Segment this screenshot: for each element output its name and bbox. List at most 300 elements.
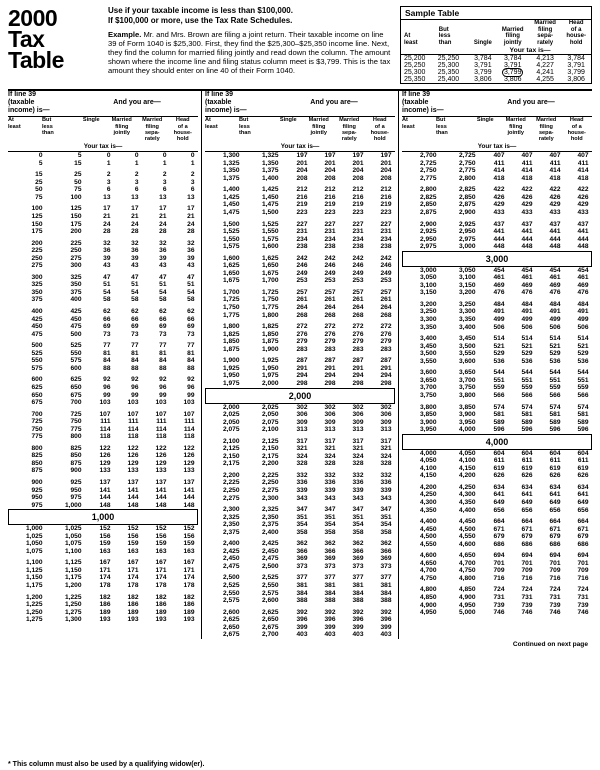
cell-at-least: 4,550 (419, 540, 437, 548)
table-row (403, 499, 592, 507)
column-subheader (205, 117, 395, 142)
cell-at-least: 2,200 (222, 471, 240, 479)
cell-single: 381 (296, 581, 308, 589)
table-row (403, 201, 592, 209)
cell-mfj: 551 (521, 376, 533, 384)
cell-mfs: 216 (352, 193, 364, 201)
cell-at-least: 4,950 (419, 609, 437, 617)
cell-mfj: 58 (131, 296, 139, 304)
cell-single: 107 (99, 410, 111, 418)
cell-but-less-than: 4,400 (458, 506, 476, 514)
table-row (403, 449, 592, 457)
cell-mfj: 122 (127, 444, 139, 452)
cell-mfs: 1 (162, 159, 167, 167)
sample-cell-single: 3,806 (474, 76, 492, 84)
cell-single: 287 (296, 357, 308, 365)
subheader-single: Single (82, 117, 100, 124)
cell-single: 396 (296, 616, 308, 624)
cell-but-less-than: 1,575 (261, 235, 279, 243)
cell-hoh: 634 (577, 483, 589, 491)
cell-single: 36 (103, 247, 111, 255)
cell-mfj: 716 (521, 574, 533, 582)
cell-mfj: 701 (521, 559, 533, 567)
cell-mfs: 414 (549, 167, 561, 175)
cell-mfs: 156 (155, 532, 167, 540)
cell-single: 529 (493, 350, 505, 358)
cell-mfs: 21 (159, 213, 167, 221)
cell-at-least: 1,725 (222, 296, 240, 304)
cell-mfj: 724 (521, 586, 533, 594)
cell-mfj: 219 (324, 201, 336, 209)
cell-hoh: 261 (380, 296, 392, 304)
cell-single: 43 (103, 262, 111, 270)
cell-but-less-than: 3,800 (458, 391, 476, 399)
cell-mfj: 589 (521, 418, 533, 426)
cell-mfs: 746 (549, 609, 561, 617)
cell-but-less-than: 4,100 (458, 457, 476, 465)
cell-but-less-than: 2,850 (458, 193, 476, 201)
cell-mfs: 619 (549, 464, 561, 472)
cell-mfj: 39 (131, 254, 139, 262)
cell-mfs: 114 (155, 425, 167, 433)
cell-single: 362 (296, 540, 308, 548)
cell-at-least: 100 (31, 205, 43, 213)
cell-hoh: 204 (380, 167, 392, 175)
cell-mfs: 716 (549, 574, 561, 582)
cell-mfj: 163 (127, 547, 139, 555)
cell-hoh: 694 (577, 552, 589, 560)
cell-single: 469 (493, 281, 505, 289)
cell-mfj: 358 (324, 528, 336, 536)
cell-but-less-than: 4,800 (458, 574, 476, 582)
table-row (9, 171, 198, 179)
cell-mfs: 302 (352, 403, 364, 411)
sample-col-single: Single (473, 39, 492, 46)
cell-mfs: 544 (549, 369, 561, 377)
cell-single: 414 (493, 167, 505, 175)
cell-single: 96 (103, 383, 111, 391)
subheader-single: Single (279, 117, 297, 124)
table-row (403, 404, 592, 412)
table-row (403, 289, 592, 297)
cell-at-least: 350 (31, 288, 43, 296)
table-row (9, 213, 198, 221)
table-row (206, 277, 395, 285)
cell-single: 418 (493, 174, 505, 182)
cell-hoh: 309 (380, 418, 392, 426)
cell-hoh: 551 (577, 376, 589, 384)
subheader-single: Single (476, 117, 494, 124)
cell-at-least: 3,100 (419, 281, 437, 289)
cell-at-least: 4,750 (419, 574, 437, 582)
cell-mfj: 444 (521, 235, 533, 243)
cell-mfs: 137 (155, 478, 167, 486)
cell-but-less-than: 4,200 (458, 472, 476, 480)
footnote: * This column must also be used by a qualifying widow(er). (8, 761, 205, 768)
table-row (206, 160, 395, 168)
table-row (9, 525, 198, 533)
cell-mfs: 559 (549, 384, 561, 392)
cell-mfj: 529 (521, 350, 533, 358)
cell-single: 148 (99, 501, 111, 509)
cell-mfs: 84 (159, 357, 167, 365)
cell-mfs: 118 (155, 433, 167, 441)
cell-mfj: 287 (324, 357, 336, 365)
cell-hoh: 426 (577, 193, 589, 201)
cell-mfs: 234 (352, 235, 364, 243)
cell-mfs: 133 (155, 467, 167, 475)
cell-single: 208 (296, 174, 308, 182)
cell-mfs: 454 (549, 266, 561, 274)
cell-at-least: 1,025 (25, 532, 43, 540)
cell-at-least: 575 (31, 364, 43, 372)
cell-but-less-than: 550 (70, 349, 82, 357)
table-row (206, 152, 395, 160)
subheader-mfj: Married filing jointly (111, 117, 132, 136)
table-row (9, 574, 198, 582)
cell-hoh: 641 (577, 491, 589, 499)
table-row (9, 392, 198, 400)
table-row (403, 194, 592, 202)
cell-mfs: 268 (352, 311, 364, 319)
cell-hoh: 429 (577, 201, 589, 209)
cell-hoh: 454 (577, 266, 589, 274)
cell-mfs: 328 (352, 460, 364, 468)
cell-but-less-than: 250 (70, 247, 82, 255)
table-row (9, 467, 198, 475)
cell-but-less-than: 2,750 (458, 159, 476, 167)
cell-at-least: 4,500 (419, 533, 437, 541)
cell-at-least: 150 (31, 220, 43, 228)
cell-single: 484 (493, 300, 505, 308)
table-row (9, 296, 198, 304)
cell-mfj: 544 (521, 369, 533, 377)
sample-cell-at-least: 25,300 (404, 69, 426, 77)
cell-at-least: 1,325 (222, 159, 240, 167)
sample-table-row (401, 62, 591, 69)
cell-hoh: 223 (380, 209, 392, 217)
cell-mfj: 96 (131, 383, 139, 391)
cell-hoh: 257 (380, 288, 392, 296)
table-row (206, 529, 395, 537)
cell-hoh: 182 (183, 593, 195, 601)
cell-but-less-than: 3,350 (458, 316, 476, 324)
table-row (206, 312, 395, 320)
cell-at-least: 3,450 (419, 342, 437, 350)
cell-hoh: 144 (183, 494, 195, 502)
table-row (206, 631, 395, 639)
cell-hoh: 39 (187, 254, 195, 262)
cell-single: 17 (103, 205, 111, 213)
table-row (403, 308, 592, 316)
table-row (9, 262, 198, 270)
cell-mfs: 167 (155, 559, 167, 567)
cell-but-less-than: 225 (70, 239, 82, 247)
cell-mfj: 739 (521, 601, 533, 609)
cell-mfs: 694 (549, 552, 561, 560)
cell-but-less-than: 4,700 (458, 559, 476, 567)
cell-at-least: 1,650 (222, 269, 240, 277)
subheader-mfj: Married filing jointly (505, 117, 526, 136)
cell-hoh: 396 (380, 616, 392, 624)
cell-mfs: 111 (156, 418, 167, 426)
cell-mfs: 62 (159, 308, 167, 316)
cell-at-least: 4,000 (419, 449, 437, 457)
cell-mfs: 51 (159, 281, 167, 289)
cell-single: 257 (296, 288, 308, 296)
table-row (206, 426, 395, 434)
cell-mfj: 309 (324, 418, 336, 426)
cell-hoh: 619 (577, 464, 589, 472)
cell-at-least: 2,400 (222, 540, 240, 548)
cell-but-less-than: 2,600 (261, 597, 279, 605)
cell-at-least: 2,925 (419, 228, 437, 236)
cell-at-least: 2,100 (222, 437, 240, 445)
cell-at-least: 850 (31, 459, 43, 467)
cell-single: 347 (296, 506, 308, 514)
sample-cell-mfs: 4,241 (536, 69, 554, 77)
column-header (8, 91, 198, 117)
cell-mfj: 1 (134, 159, 139, 167)
table-row (403, 491, 592, 499)
cell-at-least: 4,850 (419, 593, 437, 601)
cell-hoh: 126 (183, 452, 195, 460)
cell-single: 167 (99, 559, 111, 567)
cell-single: 476 (493, 289, 505, 297)
cell-single: 21 (103, 213, 111, 221)
cell-hoh: 716 (577, 574, 589, 582)
cell-but-less-than: 775 (70, 425, 82, 433)
cell-mfj: 103 (127, 399, 139, 407)
cell-but-less-than: 375 (70, 288, 82, 296)
table-row (9, 616, 198, 624)
table-row (206, 597, 395, 605)
sample-cell-single: 3,799 (474, 69, 492, 77)
table-row (9, 567, 198, 575)
cell-mfs: 36 (159, 247, 167, 255)
table-row (403, 419, 592, 427)
cell-hoh: 306 (380, 411, 392, 419)
cell-mfs: 242 (352, 254, 364, 262)
cell-hoh: 133 (183, 467, 195, 475)
cell-mfs: 0 (162, 152, 167, 160)
table-row (9, 479, 198, 487)
cell-but-less-than: 850 (70, 452, 82, 460)
cell-single: 321 (296, 445, 308, 453)
table-row (206, 506, 395, 514)
cell-hoh: 506 (577, 323, 589, 331)
cell-mfs: 3 (162, 178, 167, 186)
cell-mfj: 231 (324, 228, 336, 236)
table-row (9, 559, 198, 567)
cell-at-least: 2,950 (419, 235, 437, 243)
cell-hoh: 279 (380, 338, 392, 346)
cell-single: 144 (99, 494, 111, 502)
intro-text-block (104, 6, 400, 79)
cell-at-least: 4,250 (419, 491, 437, 499)
cell-but-less-than: 1,000 (64, 501, 82, 509)
cell-but-less-than: 2,575 (261, 589, 279, 597)
cell-at-least: 4,800 (419, 586, 437, 594)
table-row (206, 609, 395, 617)
cell-hoh: 6 (190, 186, 195, 194)
cell-mfs: 388 (352, 597, 364, 605)
table-row (403, 186, 592, 194)
table-row (206, 563, 395, 571)
cell-mfs: 441 (549, 228, 561, 236)
cell-mfj: 302 (324, 403, 336, 411)
cell-mfs: 264 (352, 304, 364, 312)
cell-hoh: 574 (577, 403, 589, 411)
cell-mfs: 407 (549, 152, 561, 160)
cell-mfs: 392 (352, 608, 364, 616)
cell-but-less-than: 15 (74, 159, 82, 167)
cell-single: 317 (296, 437, 308, 445)
cell-but-less-than: 3,000 (458, 243, 476, 251)
cell-hoh: 43 (187, 262, 195, 270)
cell-mfj: 77 (131, 342, 139, 350)
cell-single: 189 (99, 608, 111, 616)
table-row (403, 350, 592, 358)
cell-mfs: 197 (352, 152, 364, 160)
cell-at-least: 1,500 (222, 220, 240, 228)
cell-mfj: 208 (324, 174, 336, 182)
cell-at-least: 2,900 (419, 220, 437, 228)
cell-mfj: 167 (127, 559, 139, 567)
cell-but-less-than: 1,950 (261, 364, 279, 372)
cell-hoh: 324 (380, 452, 392, 460)
cell-mfs: 28 (159, 228, 167, 236)
table-row (403, 567, 592, 575)
cell-mfs: 444 (549, 235, 561, 243)
income-band-label: 2,000 (206, 388, 395, 403)
cell-at-least: 3,150 (419, 289, 437, 297)
table-row (206, 487, 395, 495)
table-row (9, 308, 198, 316)
cell-at-least: 4,100 (419, 464, 437, 472)
table-row (403, 575, 592, 583)
cell-but-less-than: 4,850 (458, 586, 476, 594)
cell-but-less-than: 1,925 (261, 357, 279, 365)
cell-hoh: 589 (577, 418, 589, 426)
table-row (9, 186, 198, 194)
income-band-label: 4,000 (403, 434, 592, 449)
cell-hoh: 171 (183, 566, 195, 574)
cell-hoh: 354 (380, 521, 392, 529)
cell-but-less-than: 3,650 (458, 369, 476, 377)
table-row (403, 507, 592, 515)
cell-single: 1 (106, 159, 111, 167)
cell-hoh: 111 (184, 418, 195, 426)
cell-at-least: 2,250 (222, 486, 240, 494)
cell-at-least: 625 (31, 383, 43, 391)
cell-at-least: 2,775 (419, 174, 437, 182)
sample-col-but-less-than: But less than (438, 26, 452, 46)
cell-hoh: 388 (380, 597, 392, 605)
cell-hoh: 84 (187, 357, 195, 365)
cell-single: 313 (296, 426, 308, 434)
cell-but-less-than: 1,050 (64, 532, 82, 540)
cell-mfj: 366 (324, 547, 336, 555)
cell-mfs: 484 (549, 300, 561, 308)
cell-hoh: 219 (380, 201, 392, 209)
sample-cell-but-less-than: 25,400 (437, 76, 460, 84)
cell-mfs: 186 (155, 601, 167, 609)
cell-at-least: 2,225 (222, 479, 240, 487)
cell-at-least: 1,400 (222, 186, 240, 194)
cell-mfs: 476 (549, 289, 561, 297)
table-row (9, 228, 198, 236)
cell-mfj: 454 (521, 266, 533, 274)
cell-but-less-than: 3,300 (458, 308, 476, 316)
table-row (403, 282, 592, 290)
cell-hoh: 679 (577, 533, 589, 541)
cell-at-least: 125 (31, 213, 43, 221)
cell-mfs: 141 (155, 486, 167, 494)
header-line39: If line 39 (taxable income) is— (205, 91, 247, 115)
cell-hoh: 189 (183, 608, 195, 616)
cell-at-least: 700 (31, 410, 43, 418)
cell-mfj: 141 (127, 486, 139, 494)
table-row (9, 460, 198, 468)
cell-single: 133 (99, 467, 111, 475)
cell-mfj: 126 (127, 452, 139, 460)
cell-but-less-than: 1,425 (261, 186, 279, 194)
cell-single: 3 (106, 178, 111, 186)
sample-table-grid (401, 20, 591, 83)
cell-mfs: 422 (549, 186, 561, 194)
table-row (206, 331, 395, 339)
cell-mfs: 433 (549, 209, 561, 217)
cell-but-less-than: 4,300 (458, 491, 476, 499)
cell-but-less-than: 1,125 (64, 559, 82, 567)
table-row (206, 514, 395, 522)
cell-single: 444 (493, 235, 505, 243)
sample-cell-at-least: 25,250 (404, 62, 426, 70)
cell-single: 336 (296, 479, 308, 487)
cell-mfj: 536 (521, 357, 533, 365)
table-row (403, 324, 592, 332)
cell-single: 197 (296, 152, 308, 160)
cell-at-least: 1,200 (25, 593, 43, 601)
cell-mfs: 99 (159, 391, 167, 399)
example-label: Example. (108, 30, 142, 40)
cell-mfj: 343 (324, 494, 336, 502)
cell-but-less-than: 1,650 (261, 262, 279, 270)
cell-mfj: 414 (521, 167, 533, 175)
cell-but-less-than: 1,850 (261, 330, 279, 338)
cell-but-less-than: 100 (70, 193, 82, 201)
cell-but-less-than: 2,550 (261, 581, 279, 589)
cell-hoh: 418 (577, 174, 589, 182)
cell-mfj: 253 (324, 277, 336, 285)
cell-but-less-than: 4,550 (458, 533, 476, 541)
cell-single: 358 (296, 528, 308, 536)
cell-single: 407 (493, 152, 505, 160)
cell-mfs: 246 (352, 262, 364, 270)
cell-but-less-than: 800 (70, 433, 82, 441)
cell-mfs: 306 (352, 411, 364, 419)
table-row (9, 411, 198, 419)
cell-mfj: 731 (521, 593, 533, 601)
cell-at-least: 1,600 (222, 254, 240, 262)
cell-at-least: 2,750 (419, 167, 437, 175)
cell-hoh: 201 (380, 159, 392, 167)
table-row (206, 289, 395, 297)
cell-single: 66 (103, 315, 111, 323)
cell-but-less-than: 1,300 (64, 616, 82, 624)
cell-but-less-than: 1,200 (64, 581, 82, 589)
